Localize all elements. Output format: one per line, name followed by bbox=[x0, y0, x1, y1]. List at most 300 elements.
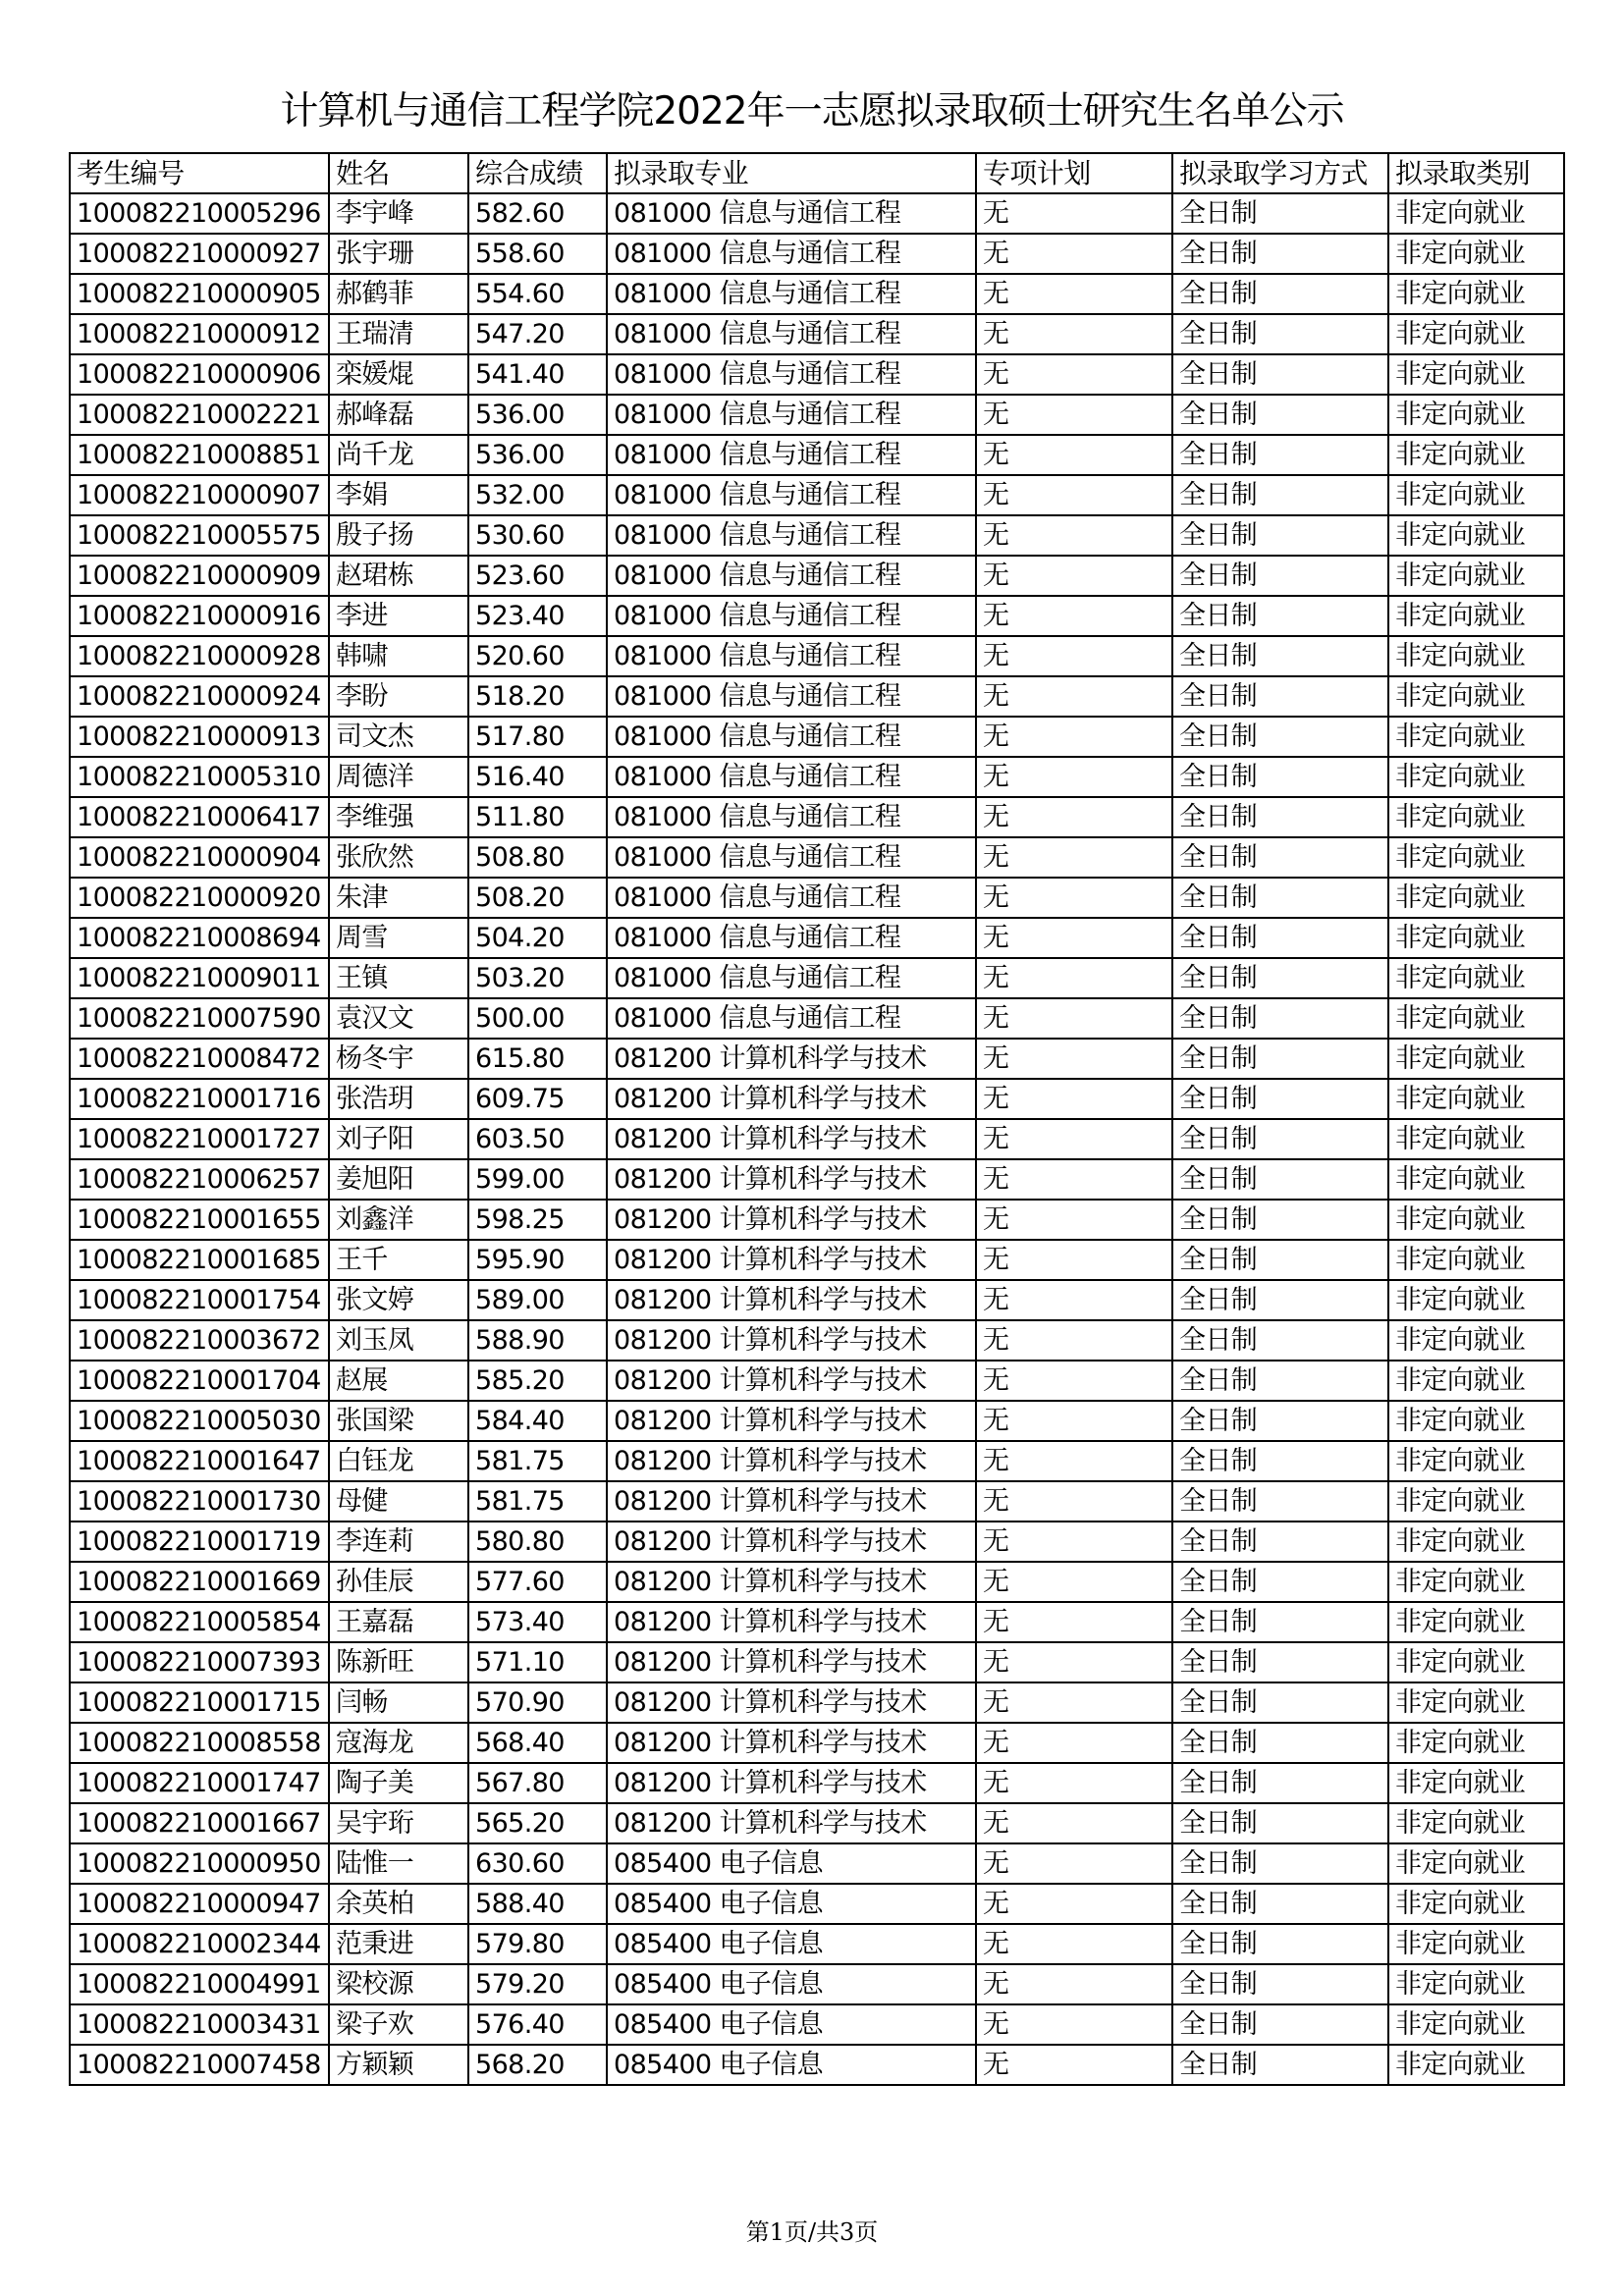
cell-score: 523.40 bbox=[468, 596, 607, 636]
cell-special-plan: 无 bbox=[976, 1401, 1172, 1441]
cell-special-plan: 无 bbox=[976, 1924, 1172, 1964]
cell-exam-id: 100082210005575 bbox=[70, 515, 329, 556]
cell-exam-id: 100082210001747 bbox=[70, 1763, 329, 1803]
cell-name: 郝鹤菲 bbox=[329, 274, 468, 314]
cell-study-mode: 全日制 bbox=[1172, 1079, 1388, 1119]
table-row bbox=[70, 1481, 1564, 1522]
cell-name: 栾媛焜 bbox=[329, 354, 468, 395]
cell-category: 非定向就业 bbox=[1388, 556, 1564, 596]
table-row bbox=[70, 1924, 1564, 1964]
cell-study-mode: 全日制 bbox=[1172, 1763, 1388, 1803]
cell-name: 郝峰磊 bbox=[329, 395, 468, 435]
cell-score: 599.00 bbox=[468, 1159, 607, 1200]
cell-name: 王千 bbox=[329, 1240, 468, 1280]
cell-score: 585.20 bbox=[468, 1361, 607, 1401]
cell-study-mode: 全日制 bbox=[1172, 797, 1388, 837]
cell-special-plan: 无 bbox=[976, 395, 1172, 435]
table-row bbox=[70, 1843, 1564, 1884]
table-row bbox=[70, 757, 1564, 797]
cell-exam-id: 100082210001719 bbox=[70, 1522, 329, 1562]
cell-category: 非定向就业 bbox=[1388, 1159, 1564, 1200]
cell-exam-id: 100082210008694 bbox=[70, 918, 329, 958]
cell-major: 081200 计算机科学与技术 bbox=[607, 1280, 976, 1320]
cell-study-mode: 全日制 bbox=[1172, 234, 1388, 274]
cell-name: 杨冬宇 bbox=[329, 1039, 468, 1079]
cell-score: 573.40 bbox=[468, 1602, 607, 1642]
cell-category: 非定向就业 bbox=[1388, 1562, 1564, 1602]
cell-name: 张文婷 bbox=[329, 1280, 468, 1320]
cell-major: 081200 计算机科学与技术 bbox=[607, 1723, 976, 1763]
cell-category: 非定向就业 bbox=[1388, 1723, 1564, 1763]
table-row bbox=[70, 1441, 1564, 1481]
cell-study-mode: 全日制 bbox=[1172, 717, 1388, 757]
cell-name: 刘子阳 bbox=[329, 1119, 468, 1159]
cell-exam-id: 100082210000905 bbox=[70, 274, 329, 314]
cell-name: 赵展 bbox=[329, 1361, 468, 1401]
cell-category: 非定向就业 bbox=[1388, 1119, 1564, 1159]
table-row bbox=[70, 314, 1564, 354]
table-row bbox=[70, 1642, 1564, 1682]
cell-major: 081000 信息与通信工程 bbox=[607, 676, 976, 717]
cell-exam-id: 100082210008558 bbox=[70, 1723, 329, 1763]
cell-score: 577.60 bbox=[468, 1562, 607, 1602]
cell-exam-id: 100082210001704 bbox=[70, 1361, 329, 1401]
table-row bbox=[70, 193, 1564, 234]
cell-exam-id: 100082210008851 bbox=[70, 435, 329, 475]
table-row bbox=[70, 435, 1564, 475]
table-row bbox=[70, 918, 1564, 958]
cell-name: 白钰龙 bbox=[329, 1441, 468, 1481]
cell-name: 李维强 bbox=[329, 797, 468, 837]
cell-name: 尚千龙 bbox=[329, 435, 468, 475]
cell-major: 081200 计算机科学与技术 bbox=[607, 1562, 976, 1602]
cell-category: 非定向就业 bbox=[1388, 797, 1564, 837]
table-row bbox=[70, 1361, 1564, 1401]
cell-study-mode: 全日制 bbox=[1172, 1642, 1388, 1682]
cell-major: 081000 信息与通信工程 bbox=[607, 435, 976, 475]
table-row bbox=[70, 958, 1564, 998]
cell-category: 非定向就业 bbox=[1388, 757, 1564, 797]
cell-name: 母健 bbox=[329, 1481, 468, 1522]
cell-category: 非定向就业 bbox=[1388, 596, 1564, 636]
cell-score: 503.20 bbox=[468, 958, 607, 998]
cell-study-mode: 全日制 bbox=[1172, 515, 1388, 556]
table-row bbox=[70, 1240, 1564, 1280]
cell-category: 非定向就业 bbox=[1388, 1964, 1564, 2004]
cell-name: 张国梁 bbox=[329, 1401, 468, 1441]
cell-score: 568.20 bbox=[468, 2045, 607, 2085]
cell-score: 603.50 bbox=[468, 1119, 607, 1159]
header-cell-category: 拟录取类别 bbox=[1388, 153, 1564, 193]
cell-score: 579.80 bbox=[468, 1924, 607, 1964]
cell-special-plan: 无 bbox=[976, 515, 1172, 556]
cell-category: 非定向就业 bbox=[1388, 435, 1564, 475]
cell-score: 565.20 bbox=[468, 1803, 607, 1843]
table-row bbox=[70, 556, 1564, 596]
table-row bbox=[70, 515, 1564, 556]
table-header-row bbox=[70, 153, 1564, 193]
cell-special-plan: 无 bbox=[976, 314, 1172, 354]
cell-category: 非定向就业 bbox=[1388, 717, 1564, 757]
cell-major: 081000 信息与通信工程 bbox=[607, 556, 976, 596]
cell-study-mode: 全日制 bbox=[1172, 556, 1388, 596]
cell-major: 081200 计算机科学与技术 bbox=[607, 1763, 976, 1803]
cell-category: 非定向就业 bbox=[1388, 1320, 1564, 1361]
cell-major: 081000 信息与通信工程 bbox=[607, 274, 976, 314]
cell-category: 非定向就业 bbox=[1388, 193, 1564, 234]
cell-special-plan: 无 bbox=[976, 878, 1172, 918]
cell-name: 周德洋 bbox=[329, 757, 468, 797]
cell-special-plan: 无 bbox=[976, 1964, 1172, 2004]
cell-name: 张欣然 bbox=[329, 837, 468, 878]
cell-category: 非定向就业 bbox=[1388, 2004, 1564, 2045]
cell-score: 589.00 bbox=[468, 1280, 607, 1320]
cell-exam-id: 100082210000950 bbox=[70, 1843, 329, 1884]
cell-name: 陆惟一 bbox=[329, 1843, 468, 1884]
table-row bbox=[70, 1964, 1564, 2004]
cell-study-mode: 全日制 bbox=[1172, 354, 1388, 395]
cell-major: 081200 计算机科学与技术 bbox=[607, 1441, 976, 1481]
cell-name: 周雪 bbox=[329, 918, 468, 958]
cell-study-mode: 全日制 bbox=[1172, 1200, 1388, 1240]
cell-category: 非定向就业 bbox=[1388, 1763, 1564, 1803]
cell-study-mode: 全日制 bbox=[1172, 475, 1388, 515]
cell-study-mode: 全日制 bbox=[1172, 1361, 1388, 1401]
cell-major: 081000 信息与通信工程 bbox=[607, 354, 976, 395]
table-row bbox=[70, 1522, 1564, 1562]
cell-exam-id: 100082210000913 bbox=[70, 717, 329, 757]
cell-study-mode: 全日制 bbox=[1172, 1522, 1388, 1562]
cell-exam-id: 100082210005030 bbox=[70, 1401, 329, 1441]
cell-special-plan: 无 bbox=[976, 1843, 1172, 1884]
cell-special-plan: 无 bbox=[976, 717, 1172, 757]
cell-special-plan: 无 bbox=[976, 998, 1172, 1039]
cell-name: 袁汉文 bbox=[329, 998, 468, 1039]
cell-name: 寇海龙 bbox=[329, 1723, 468, 1763]
cell-exam-id: 100082210006417 bbox=[70, 797, 329, 837]
cell-category: 非定向就业 bbox=[1388, 475, 1564, 515]
cell-special-plan: 无 bbox=[976, 1522, 1172, 1562]
cell-special-plan: 无 bbox=[976, 636, 1172, 676]
cell-major: 081000 信息与通信工程 bbox=[607, 395, 976, 435]
cell-major: 081200 计算机科学与技术 bbox=[607, 1200, 976, 1240]
table-row bbox=[70, 676, 1564, 717]
cell-score: 518.20 bbox=[468, 676, 607, 717]
cell-study-mode: 全日制 bbox=[1172, 1682, 1388, 1723]
cell-major: 085400 电子信息 bbox=[607, 1884, 976, 1924]
cell-special-plan: 无 bbox=[976, 1884, 1172, 1924]
cell-exam-id: 100082210001727 bbox=[70, 1119, 329, 1159]
cell-major: 081000 信息与通信工程 bbox=[607, 878, 976, 918]
cell-score: 536.00 bbox=[468, 395, 607, 435]
cell-category: 非定向就业 bbox=[1388, 2045, 1564, 2085]
cell-score: 554.60 bbox=[468, 274, 607, 314]
cell-exam-id: 100082210001754 bbox=[70, 1280, 329, 1320]
cell-name: 赵珺栋 bbox=[329, 556, 468, 596]
cell-special-plan: 无 bbox=[976, 1079, 1172, 1119]
cell-study-mode: 全日制 bbox=[1172, 1320, 1388, 1361]
cell-category: 非定向就业 bbox=[1388, 958, 1564, 998]
cell-name: 李连莉 bbox=[329, 1522, 468, 1562]
cell-exam-id: 100082210007458 bbox=[70, 2045, 329, 2085]
cell-score: 547.20 bbox=[468, 314, 607, 354]
cell-name: 方颖颖 bbox=[329, 2045, 468, 2085]
cell-score: 517.80 bbox=[468, 717, 607, 757]
cell-special-plan: 无 bbox=[976, 1602, 1172, 1642]
cell-study-mode: 全日制 bbox=[1172, 1562, 1388, 1602]
cell-study-mode: 全日制 bbox=[1172, 1039, 1388, 1079]
cell-exam-id: 100082210005310 bbox=[70, 757, 329, 797]
header-cell-special-plan: 专项计划 bbox=[976, 153, 1172, 193]
cell-major: 081000 信息与通信工程 bbox=[607, 757, 976, 797]
cell-score: 630.60 bbox=[468, 1843, 607, 1884]
cell-major: 085400 电子信息 bbox=[607, 1924, 976, 1964]
cell-score: 504.20 bbox=[468, 918, 607, 958]
cell-exam-id: 100082210002344 bbox=[70, 1924, 329, 1964]
cell-major: 081000 信息与通信工程 bbox=[607, 636, 976, 676]
cell-category: 非定向就业 bbox=[1388, 1522, 1564, 1562]
cell-exam-id: 100082210000920 bbox=[70, 878, 329, 918]
cell-special-plan: 无 bbox=[976, 918, 1172, 958]
cell-name: 王瑞清 bbox=[329, 314, 468, 354]
cell-score: 511.80 bbox=[468, 797, 607, 837]
cell-special-plan: 无 bbox=[976, 797, 1172, 837]
cell-category: 非定向就业 bbox=[1388, 354, 1564, 395]
table-row bbox=[70, 596, 1564, 636]
cell-exam-id: 100082210001667 bbox=[70, 1803, 329, 1843]
cell-exam-id: 100082210001647 bbox=[70, 1441, 329, 1481]
cell-score: 609.75 bbox=[468, 1079, 607, 1119]
cell-study-mode: 全日制 bbox=[1172, 274, 1388, 314]
cell-score: 576.40 bbox=[468, 2004, 607, 2045]
cell-category: 非定向就业 bbox=[1388, 837, 1564, 878]
cell-name: 李盼 bbox=[329, 676, 468, 717]
cell-category: 非定向就业 bbox=[1388, 1361, 1564, 1401]
cell-major: 085400 电子信息 bbox=[607, 1964, 976, 2004]
cell-major: 081200 计算机科学与技术 bbox=[607, 1642, 976, 1682]
cell-study-mode: 全日制 bbox=[1172, 837, 1388, 878]
cell-study-mode: 全日制 bbox=[1172, 636, 1388, 676]
cell-name: 余英柏 bbox=[329, 1884, 468, 1924]
cell-major: 081200 计算机科学与技术 bbox=[607, 1401, 976, 1441]
cell-study-mode: 全日制 bbox=[1172, 1723, 1388, 1763]
cell-score: 570.90 bbox=[468, 1682, 607, 1723]
cell-study-mode: 全日制 bbox=[1172, 998, 1388, 1039]
cell-category: 非定向就业 bbox=[1388, 998, 1564, 1039]
cell-special-plan: 无 bbox=[976, 1159, 1172, 1200]
table-row bbox=[70, 1562, 1564, 1602]
cell-study-mode: 全日制 bbox=[1172, 1843, 1388, 1884]
cell-category: 非定向就业 bbox=[1388, 918, 1564, 958]
table-row bbox=[70, 395, 1564, 435]
cell-score: 523.60 bbox=[468, 556, 607, 596]
cell-name: 姜旭阳 bbox=[329, 1159, 468, 1200]
header-cell-name: 姓名 bbox=[329, 153, 468, 193]
table-row bbox=[70, 2045, 1564, 2085]
table-row bbox=[70, 274, 1564, 314]
cell-score: 581.75 bbox=[468, 1441, 607, 1481]
cell-category: 非定向就业 bbox=[1388, 1441, 1564, 1481]
table-row bbox=[70, 2004, 1564, 2045]
cell-name: 刘鑫洋 bbox=[329, 1200, 468, 1240]
cell-major: 081200 计算机科学与技术 bbox=[607, 1361, 976, 1401]
cell-special-plan: 无 bbox=[976, 234, 1172, 274]
table-row bbox=[70, 797, 1564, 837]
cell-category: 非定向就业 bbox=[1388, 1924, 1564, 1964]
cell-special-plan: 无 bbox=[976, 274, 1172, 314]
cell-major: 081000 信息与通信工程 bbox=[607, 998, 976, 1039]
table-row bbox=[70, 475, 1564, 515]
cell-category: 非定向就业 bbox=[1388, 395, 1564, 435]
cell-major: 081200 计算机科学与技术 bbox=[607, 1803, 976, 1843]
cell-major: 081000 信息与通信工程 bbox=[607, 797, 976, 837]
table-row bbox=[70, 1401, 1564, 1441]
cell-exam-id: 100082210005296 bbox=[70, 193, 329, 234]
cell-exam-id: 100082210000909 bbox=[70, 556, 329, 596]
cell-special-plan: 无 bbox=[976, 757, 1172, 797]
cell-study-mode: 全日制 bbox=[1172, 1119, 1388, 1159]
cell-name: 闫畅 bbox=[329, 1682, 468, 1723]
cell-special-plan: 无 bbox=[976, 676, 1172, 717]
cell-name: 刘玉凤 bbox=[329, 1320, 468, 1361]
cell-exam-id: 100082210003672 bbox=[70, 1320, 329, 1361]
cell-study-mode: 全日制 bbox=[1172, 2045, 1388, 2085]
cell-name: 司文杰 bbox=[329, 717, 468, 757]
cell-special-plan: 无 bbox=[976, 1642, 1172, 1682]
table-row bbox=[70, 837, 1564, 878]
cell-special-plan: 无 bbox=[976, 1039, 1172, 1079]
header-cell-score: 综合成绩 bbox=[468, 153, 607, 193]
cell-major: 081000 信息与通信工程 bbox=[607, 918, 976, 958]
cell-exam-id: 100082210001685 bbox=[70, 1240, 329, 1280]
cell-name: 张宇珊 bbox=[329, 234, 468, 274]
cell-study-mode: 全日制 bbox=[1172, 958, 1388, 998]
cell-special-plan: 无 bbox=[976, 1280, 1172, 1320]
cell-major: 081200 计算机科学与技术 bbox=[607, 1682, 976, 1723]
cell-study-mode: 全日制 bbox=[1172, 1280, 1388, 1320]
cell-major: 081200 计算机科学与技术 bbox=[607, 1119, 976, 1159]
cell-special-plan: 无 bbox=[976, 556, 1172, 596]
cell-major: 081200 计算机科学与技术 bbox=[607, 1602, 976, 1642]
cell-score: 567.80 bbox=[468, 1763, 607, 1803]
cell-study-mode: 全日制 bbox=[1172, 1602, 1388, 1642]
cell-study-mode: 全日制 bbox=[1172, 918, 1388, 958]
cell-score: 536.00 bbox=[468, 435, 607, 475]
cell-major: 081000 信息与通信工程 bbox=[607, 234, 976, 274]
table-row bbox=[70, 878, 1564, 918]
table-row bbox=[70, 1763, 1564, 1803]
cell-special-plan: 无 bbox=[976, 475, 1172, 515]
cell-exam-id: 100082210000927 bbox=[70, 234, 329, 274]
cell-exam-id: 100082210004991 bbox=[70, 1964, 329, 2004]
table-row bbox=[70, 1280, 1564, 1320]
cell-category: 非定向就业 bbox=[1388, 1240, 1564, 1280]
cell-name: 梁子欢 bbox=[329, 2004, 468, 2045]
cell-major: 081200 计算机科学与技术 bbox=[607, 1320, 976, 1361]
table-row bbox=[70, 1159, 1564, 1200]
cell-category: 非定向就业 bbox=[1388, 676, 1564, 717]
cell-study-mode: 全日制 bbox=[1172, 757, 1388, 797]
cell-exam-id: 100082210002221 bbox=[70, 395, 329, 435]
table-row bbox=[70, 1119, 1564, 1159]
cell-special-plan: 无 bbox=[976, 1481, 1172, 1522]
cell-category: 非定向就业 bbox=[1388, 878, 1564, 918]
cell-score: 508.20 bbox=[468, 878, 607, 918]
cell-special-plan: 无 bbox=[976, 2004, 1172, 2045]
cell-name: 朱津 bbox=[329, 878, 468, 918]
cell-major: 081200 计算机科学与技术 bbox=[607, 1039, 976, 1079]
cell-major: 081200 计算机科学与技术 bbox=[607, 1240, 976, 1280]
cell-special-plan: 无 bbox=[976, 2045, 1172, 2085]
cell-score: 520.60 bbox=[468, 636, 607, 676]
cell-name: 范秉进 bbox=[329, 1924, 468, 1964]
cell-category: 非定向就业 bbox=[1388, 1803, 1564, 1843]
cell-category: 非定向就业 bbox=[1388, 1200, 1564, 1240]
header-cell-study-mode: 拟录取学习方式 bbox=[1172, 153, 1388, 193]
cell-special-plan: 无 bbox=[976, 193, 1172, 234]
cell-special-plan: 无 bbox=[976, 1240, 1172, 1280]
cell-major: 081200 计算机科学与技术 bbox=[607, 1079, 976, 1119]
cell-major: 081000 信息与通信工程 bbox=[607, 596, 976, 636]
cell-major: 085400 电子信息 bbox=[607, 2004, 976, 2045]
cell-special-plan: 无 bbox=[976, 1200, 1172, 1240]
cell-major: 081000 信息与通信工程 bbox=[607, 193, 976, 234]
cell-name: 殷子扬 bbox=[329, 515, 468, 556]
cell-special-plan: 无 bbox=[976, 1320, 1172, 1361]
cell-study-mode: 全日制 bbox=[1172, 1240, 1388, 1280]
cell-name: 李宇峰 bbox=[329, 193, 468, 234]
cell-special-plan: 无 bbox=[976, 1723, 1172, 1763]
cell-exam-id: 100082210000912 bbox=[70, 314, 329, 354]
cell-name: 韩啸 bbox=[329, 636, 468, 676]
cell-study-mode: 全日制 bbox=[1172, 1803, 1388, 1843]
cell-score: 568.40 bbox=[468, 1723, 607, 1763]
table-row bbox=[70, 1320, 1564, 1361]
cell-category: 非定向就业 bbox=[1388, 1884, 1564, 1924]
cell-exam-id: 100082210000907 bbox=[70, 475, 329, 515]
cell-exam-id: 100082210000947 bbox=[70, 1884, 329, 1924]
cell-special-plan: 无 bbox=[976, 1119, 1172, 1159]
cell-name: 李娟 bbox=[329, 475, 468, 515]
cell-name: 王嘉磊 bbox=[329, 1602, 468, 1642]
cell-major: 085400 电子信息 bbox=[607, 1843, 976, 1884]
cell-category: 非定向就业 bbox=[1388, 274, 1564, 314]
cell-major: 081000 信息与通信工程 bbox=[607, 717, 976, 757]
cell-name: 李进 bbox=[329, 596, 468, 636]
cell-category: 非定向就业 bbox=[1388, 1642, 1564, 1682]
cell-special-plan: 无 bbox=[976, 1361, 1172, 1401]
cell-exam-id: 100082210001716 bbox=[70, 1079, 329, 1119]
cell-name: 梁校源 bbox=[329, 1964, 468, 2004]
cell-category: 非定向就业 bbox=[1388, 234, 1564, 274]
cell-special-plan: 无 bbox=[976, 958, 1172, 998]
cell-score: 615.80 bbox=[468, 1039, 607, 1079]
cell-study-mode: 全日制 bbox=[1172, 1481, 1388, 1522]
page-title: 计算机与通信工程学院2022年一志愿拟录取硕士研究生名单公示 bbox=[280, 89, 1344, 133]
cell-name: 张浩玥 bbox=[329, 1079, 468, 1119]
page-number: 第1页/共3页 bbox=[745, 2218, 879, 2246]
cell-major: 081200 计算机科学与技术 bbox=[607, 1481, 976, 1522]
cell-exam-id: 100082210001715 bbox=[70, 1682, 329, 1723]
cell-name: 陶子美 bbox=[329, 1763, 468, 1803]
cell-special-plan: 无 bbox=[976, 596, 1172, 636]
cell-score: 580.80 bbox=[468, 1522, 607, 1562]
table-row bbox=[70, 636, 1564, 676]
cell-study-mode: 全日制 bbox=[1172, 676, 1388, 717]
cell-study-mode: 全日制 bbox=[1172, 2004, 1388, 2045]
table-row bbox=[70, 234, 1564, 274]
cell-study-mode: 全日制 bbox=[1172, 193, 1388, 234]
